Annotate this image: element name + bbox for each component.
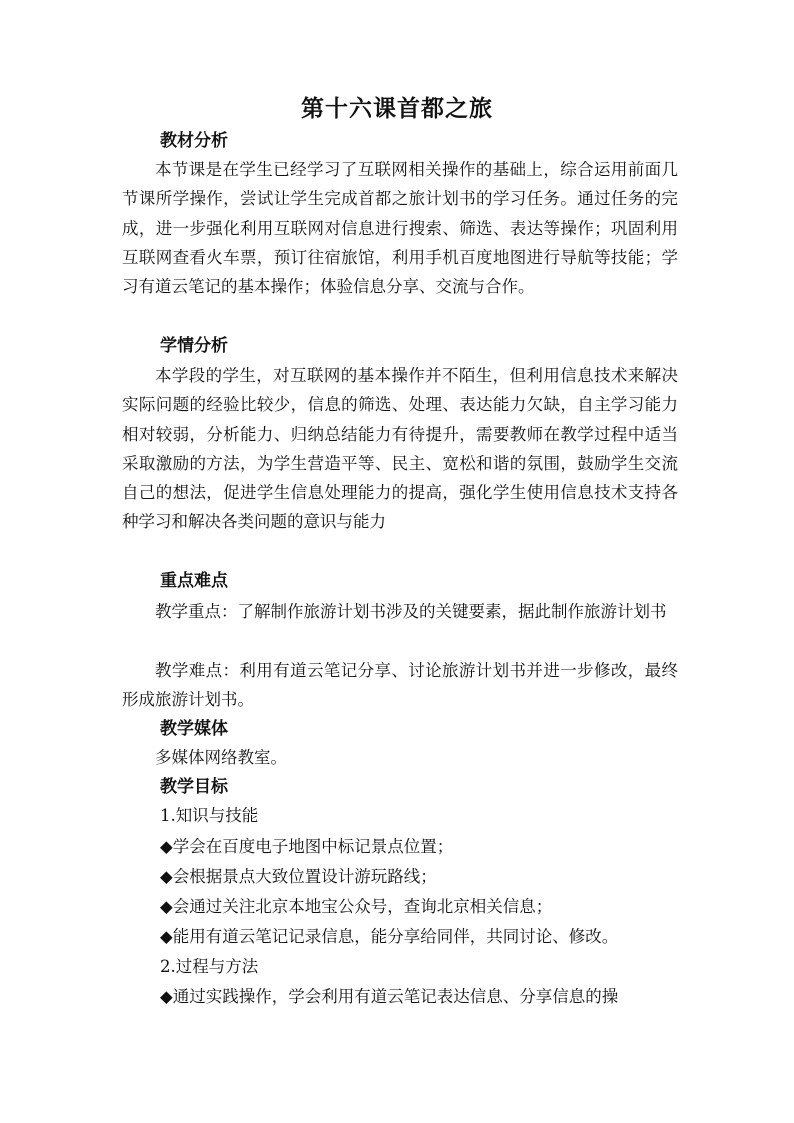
paragraph-key-point: 教学重点：了解制作旅游计划书涉及的关键要素，据此制作旅游计划书 bbox=[155, 602, 667, 621]
heading-student-analysis: 学情分析 bbox=[160, 336, 228, 356]
goal-list-item: ◆会通过关注北京本地宝公众号，查询北京相关信息； bbox=[160, 897, 553, 916]
heading-teaching-goals: 教学目标 bbox=[160, 777, 228, 797]
goal-list-item: ◆通过实践操作，学会利用有道云笔记表达信息、分享信息的操 bbox=[160, 987, 619, 1006]
heading-teaching-media: 教学媒体 bbox=[160, 719, 228, 739]
goal-list-item: ◆学会在百度电子地图中标记景点位置； bbox=[160, 837, 454, 856]
page-title: 第十六课首都之旅 bbox=[301, 96, 493, 122]
paragraph-teaching-media: 多媒体网络教室。 bbox=[155, 748, 287, 767]
heading-key-points: 重点难点 bbox=[160, 571, 228, 591]
heading-textbook-analysis: 教材分析 bbox=[160, 131, 228, 151]
goal-subheading: 2.过程与方法 bbox=[160, 957, 259, 976]
paragraph-student-analysis: 本学段的学生，对互联网的基本操作并不陌生，但利用信息技术来解决实际问题的经验比较少，信息的筛选、处理、表达能力欠缺，自主学习能力相对较弱，分析能力、归纳总结能力有待提升，需要教师在教学过程中适当采取激励的方法，为学生营造平等、民主、宽松和谐的氛围，鼓励学生交流自己的想法，促进学生信息处理能力的提高，强化学生使用信息技术支持各种学习和解决各类问题的意识与能力 bbox=[122, 366, 678, 532]
goal-list-item: ◆会根据景点大致位置设计游玩路线； bbox=[160, 867, 437, 886]
goal-subheading: 1.知识与技能 bbox=[160, 806, 259, 825]
paragraph-difficulty: 教学难点：利用有道云笔记分享、讨论旅游计划书并进一步修改，最终形成旅游计划书。 bbox=[122, 661, 678, 710]
goal-list-item: ◆能用有道云笔记记录信息，能分享给同伴，共同讨论、修改。 bbox=[160, 927, 619, 946]
paragraph-textbook-analysis: 本节课是在学生已经学习了互联网相关操作的基础上，综合运用前面几节课所学操作，尝试让学生完成首都之旅计划书的学习任务。通过任务的完成，进一步强化利用互联网对信息进行搜索、筛选、表达等操作；巩固利用互联网查看火车票，预订往宿旅馆，利用手机百度地图进行导航等技能；学习有道云笔记的基本操作；体验信息分享、交流与合作。 bbox=[122, 160, 678, 297]
